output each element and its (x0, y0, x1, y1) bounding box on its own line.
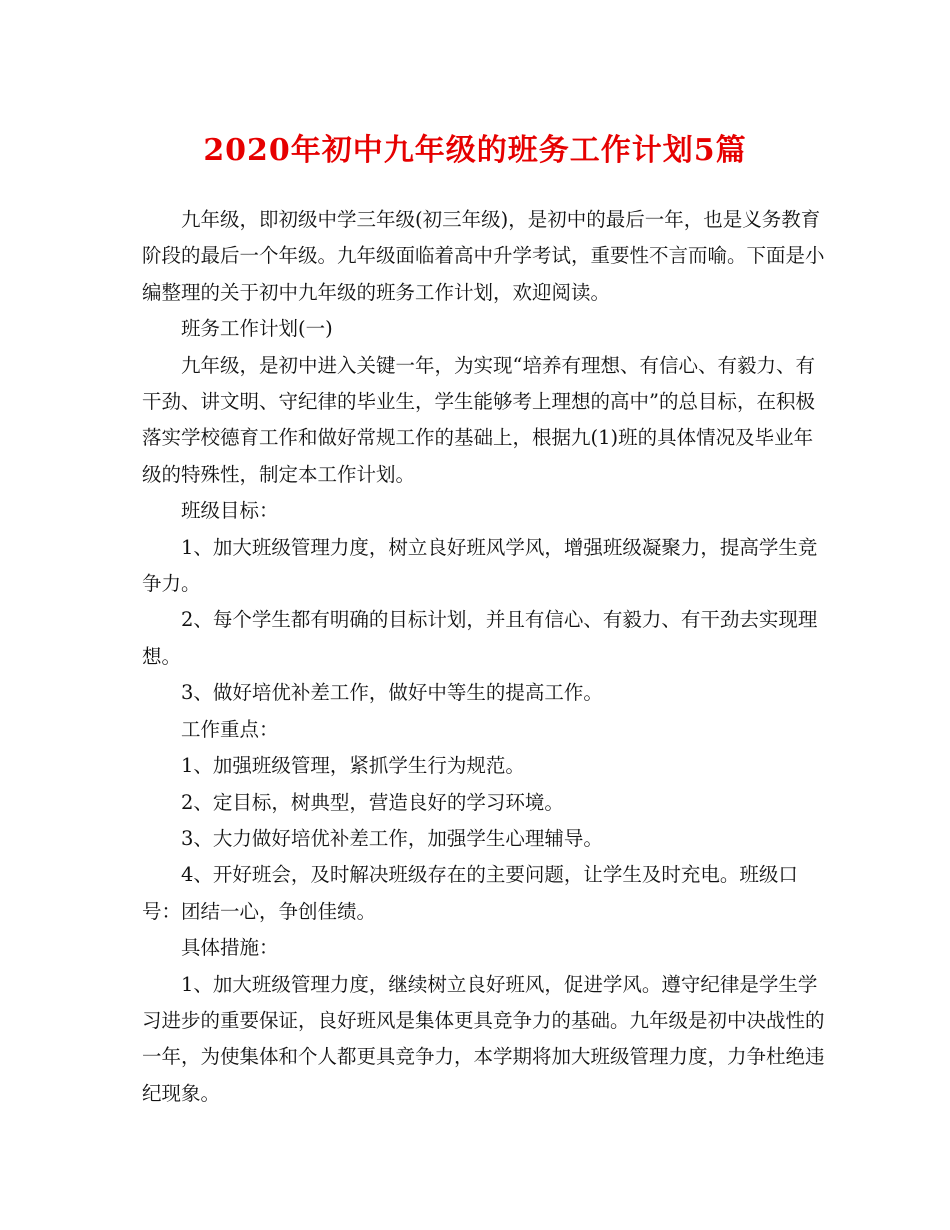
list-item: 3、大力做好培优补差工作，加强学生心理辅导。 (181, 826, 603, 850)
paragraph-section-heading: 班务工作计划(一) (181, 317, 333, 341)
list-item: 1、加大班级管理力度，继续树立良好班风，促进学风。遵守纪律是学生学习进步的重要保证，良好班风是集体更具竞争力的基础。九年级是初中决战性的一年，为使集体和个人都更具竞争力，本学期将加大班级管理力度，力争杜绝违纪现象。 (142, 972, 825, 1105)
list-item: 1、加强班级管理，紧抓学生行为规范。 (181, 754, 525, 778)
paragraph-subheading: 具体措施： (181, 936, 279, 960)
paragraph-intro: 九年级，即初级中学三年级(初三年级)，是初中的最后一年，也是义务教育阶段的最后一个年级。九年级面临着高中升学考试，重要性不言而喻。下面是小编整理的关于初中九年级的班务工作计划，欢迎阅读。 (142, 208, 825, 304)
paragraph-subheading: 工作重点： (181, 717, 279, 741)
list-item: 3、做好培优补差工作，做好中等生的提高工作。 (181, 681, 603, 705)
paragraph-subheading: 班级目标： (181, 499, 279, 523)
list-item: 2、定目标，树典型，营造良好的学习环境。 (181, 790, 564, 814)
list-item: 1、加大班级管理力度，树立良好班风学风，增强班级凝聚力，提高学生竞争力。 (142, 535, 818, 596)
paragraph: 九年级，是初中进入关键一年，为实现“培养有理想、有信心、有毅力、有干劲、讲文明、守纪律的毕业生，学生能够考上理想的高中”的总目标，在积极落实学校德育工作和做好常规工作的基础上，根据九(1)班的具体情况及毕业年级的特殊性，制定本工作计划。 (142, 353, 815, 486)
document-title: 2020年初中九年级的班务工作计划5篇 (203, 133, 747, 168)
document-body (142, 202, 827, 1112)
list-item: 2、每个学生都有明确的目标计划，并且有信心、有毅力、有干劲去实现理想。 (142, 608, 818, 668)
list-item: 4、开好班会，及时解决班级存在的主要问题，让学生及时充电。班级口号：团结一心，争创佳绩。 (142, 863, 798, 923)
